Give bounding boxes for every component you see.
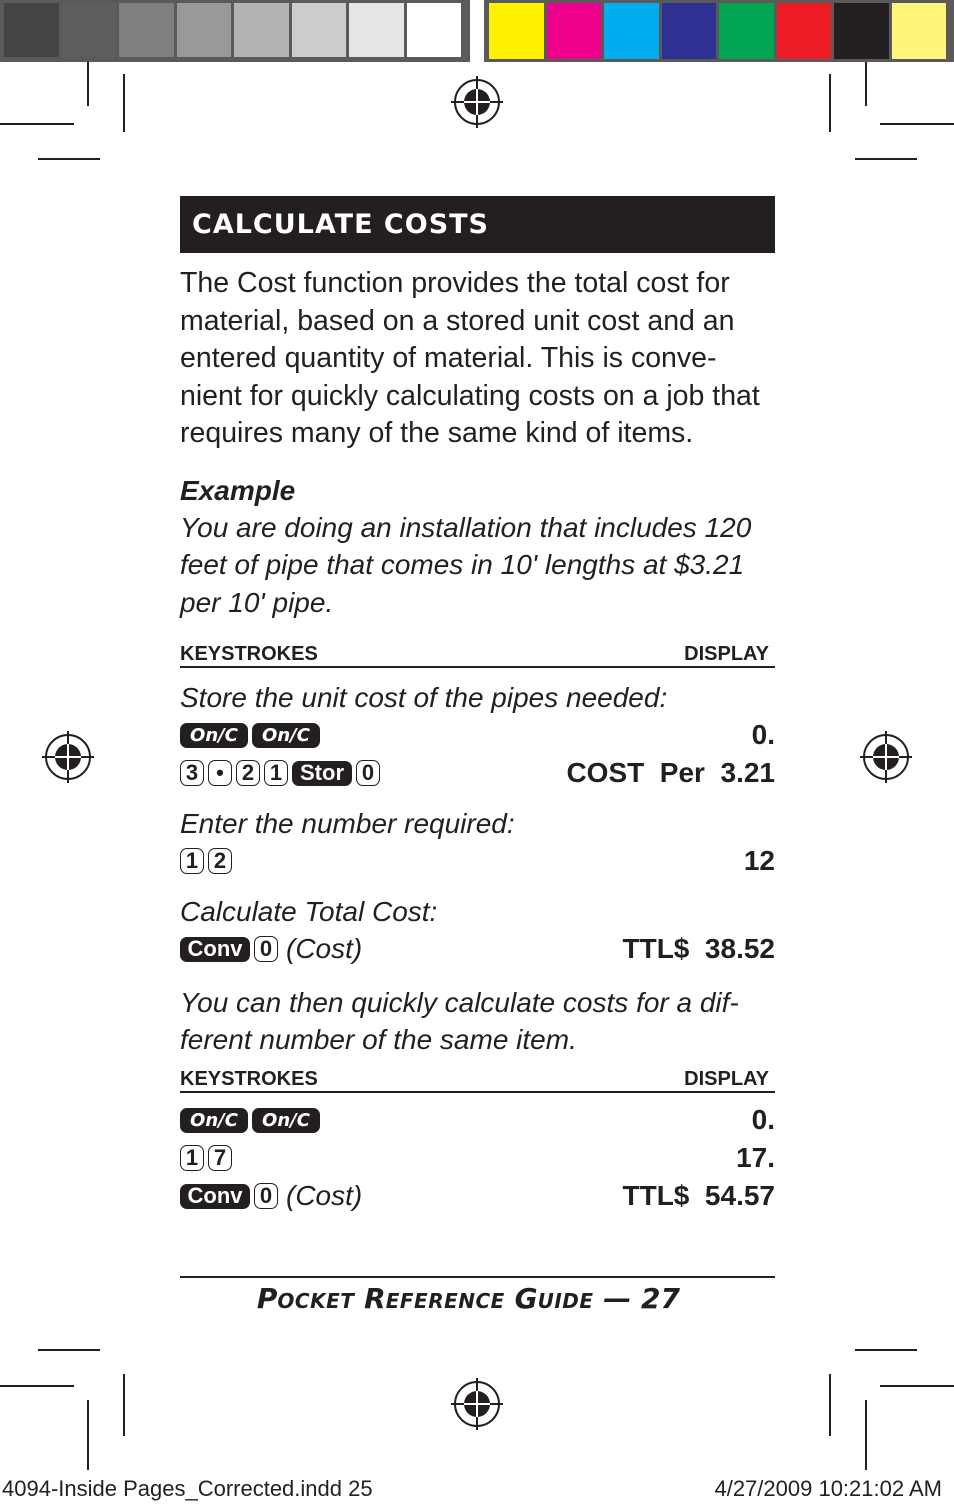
gray-swatch bbox=[177, 3, 232, 57]
step-instruction: Calculate Total Cost: bbox=[180, 896, 438, 927]
timestamp-slug: 4/27/2009 10:21:02 AM bbox=[714, 1476, 942, 1501]
keystroke-sequence bbox=[180, 1145, 232, 1171]
footer-word-initial: P bbox=[256, 1282, 278, 1315]
table-row bbox=[180, 1101, 775, 1139]
on-clear-key: On/C bbox=[180, 1108, 248, 1133]
example-description bbox=[180, 509, 775, 622]
table-row bbox=[180, 930, 775, 968]
keystroke-sequence bbox=[180, 723, 320, 748]
example-heading: Example bbox=[180, 474, 296, 506]
registration-mark-icon bbox=[42, 731, 94, 783]
footer-word-initial: G bbox=[514, 1282, 538, 1315]
table-row bbox=[180, 754, 775, 792]
gray-swatch bbox=[407, 3, 462, 57]
display-value: TTL$ 54.57 bbox=[622, 1180, 775, 1211]
crop-mark bbox=[829, 74, 831, 132]
page-content bbox=[180, 196, 775, 1215]
step-instruction: Store the unit cost of the pipes needed: bbox=[180, 682, 668, 713]
intro-line: entered quantity of material. This is conve- bbox=[180, 342, 717, 374]
gray-swatch bbox=[292, 3, 347, 57]
follow-up-line: ferent number of the same item. bbox=[180, 1024, 577, 1055]
digit-0-key: 0 bbox=[356, 760, 380, 786]
keystroke-table-1 bbox=[180, 641, 775, 968]
display-value: TTL$ 38.52 bbox=[622, 933, 775, 964]
color-swatch bbox=[719, 3, 774, 59]
color-swatch bbox=[547, 3, 602, 59]
registration-mark-icon bbox=[860, 731, 912, 783]
gray-swatch bbox=[62, 3, 117, 57]
table-row bbox=[180, 1139, 775, 1177]
intro-line: nient for quickly calculating costs on a job that bbox=[180, 379, 760, 412]
digit-1-key: 1 bbox=[264, 760, 288, 786]
file-slug: 4094-Inside Pages_Corrected.indd 25 bbox=[2, 1476, 373, 1501]
example-line: per 10' pipe. bbox=[180, 586, 334, 618]
gray-swatch bbox=[234, 3, 289, 57]
keystroke-sequence bbox=[180, 1180, 362, 1212]
crop-mark bbox=[0, 123, 74, 125]
digit-0-key: 0 bbox=[254, 1183, 278, 1209]
keystroke-sequence bbox=[180, 848, 232, 874]
convert-key: Conv bbox=[180, 937, 250, 962]
display-value: 0. bbox=[751, 1104, 775, 1135]
gray-swatch bbox=[119, 3, 174, 57]
intro-line: The Cost function provides the total cost for bbox=[180, 267, 730, 299]
crop-mark bbox=[880, 1385, 954, 1387]
crop-mark bbox=[829, 1374, 831, 1436]
color-swatch bbox=[604, 3, 659, 59]
table-row bbox=[180, 842, 775, 880]
footer-word-rest: OCKET bbox=[277, 1289, 355, 1313]
digit-2-key: 2 bbox=[208, 848, 232, 874]
display-value: 17. bbox=[736, 1142, 775, 1173]
key-function-note: (Cost) bbox=[286, 933, 363, 964]
display-column-header: DISPLAY bbox=[684, 1068, 769, 1090]
color-swatch bbox=[489, 3, 544, 59]
crop-mark bbox=[123, 74, 125, 132]
digit-2-key: 2 bbox=[236, 760, 260, 786]
table-row bbox=[180, 1177, 775, 1215]
on-clear-key: On/C bbox=[252, 1108, 320, 1133]
intro-paragraph bbox=[180, 265, 775, 453]
convert-key: Conv bbox=[180, 1184, 250, 1209]
section-title: CALCULATE COSTS bbox=[180, 196, 775, 253]
example-line: You are doing an installation that includes 120 bbox=[180, 511, 752, 543]
key-function-note: (Cost) bbox=[286, 1180, 363, 1211]
keystrokes-column-header: KEYSTROKES bbox=[180, 1068, 318, 1090]
follow-up-line: You can then quickly calculate costs for a dif- bbox=[180, 987, 739, 1018]
store-key: Stor bbox=[292, 761, 352, 786]
color-swatch bbox=[834, 3, 889, 59]
keystrokes-column-header: KEYSTROKES bbox=[180, 643, 318, 665]
footer-word-rest: UIDE bbox=[537, 1289, 594, 1313]
page-footer bbox=[180, 1282, 680, 1315]
intro-line: requires many of the same kind of items. bbox=[180, 417, 694, 449]
example-line: feet of pipe that comes in 10' lengths at $3.21 bbox=[180, 549, 745, 580]
keystroke-sequence bbox=[180, 760, 380, 786]
crop-mark bbox=[38, 1349, 100, 1351]
on-clear-key: On/C bbox=[180, 723, 248, 748]
display-value: 0. bbox=[751, 719, 775, 750]
follow-up-text bbox=[180, 984, 775, 1058]
display-value: 12 bbox=[743, 845, 775, 876]
color-swatch bbox=[777, 3, 832, 59]
page-number: — 27 bbox=[593, 1282, 680, 1315]
print-color-bar bbox=[0, 0, 954, 62]
crop-mark bbox=[855, 158, 917, 160]
footer-word-initial: R bbox=[364, 1282, 386, 1315]
crop-mark bbox=[123, 1374, 125, 1436]
digit-3-key: 3 bbox=[180, 760, 204, 786]
display-column-header: DISPLAY bbox=[684, 643, 769, 665]
registration-mark-icon bbox=[451, 76, 503, 128]
registration-mark-icon bbox=[451, 1378, 503, 1430]
digit-1-key: 1 bbox=[180, 848, 204, 874]
footer-rule bbox=[180, 1276, 775, 1278]
gray-swatch bbox=[349, 3, 404, 57]
table-header bbox=[180, 1066, 775, 1093]
step-instruction: Enter the number required: bbox=[180, 808, 515, 839]
crop-mark bbox=[855, 1349, 917, 1351]
keystroke-sequence bbox=[180, 933, 362, 965]
display-value: COST Per 3.21 bbox=[566, 757, 775, 788]
gray-swatch bbox=[4, 3, 59, 57]
crop-mark bbox=[865, 1400, 867, 1470]
crop-mark bbox=[880, 123, 954, 125]
table-header bbox=[180, 641, 775, 668]
keystroke-sequence bbox=[180, 1108, 320, 1133]
crop-mark bbox=[38, 158, 100, 160]
digit-1-key: 1 bbox=[180, 1145, 204, 1171]
crop-mark bbox=[865, 62, 867, 106]
on-clear-key: On/C bbox=[252, 723, 320, 748]
decimal-point-key: • bbox=[208, 760, 232, 786]
table-row bbox=[180, 716, 775, 754]
color-swatch bbox=[892, 3, 947, 59]
intro-line: material, based on a stored unit cost and an bbox=[180, 304, 735, 337]
crop-mark bbox=[0, 1385, 74, 1387]
keystroke-table-2 bbox=[180, 1066, 775, 1215]
crop-mark bbox=[87, 1400, 89, 1470]
digit-7-key: 7 bbox=[208, 1145, 232, 1171]
crop-mark bbox=[87, 62, 89, 106]
footer-word-rest: EFERENCE bbox=[385, 1289, 505, 1313]
color-swatch bbox=[662, 3, 717, 59]
digit-0-key: 0 bbox=[254, 936, 278, 962]
